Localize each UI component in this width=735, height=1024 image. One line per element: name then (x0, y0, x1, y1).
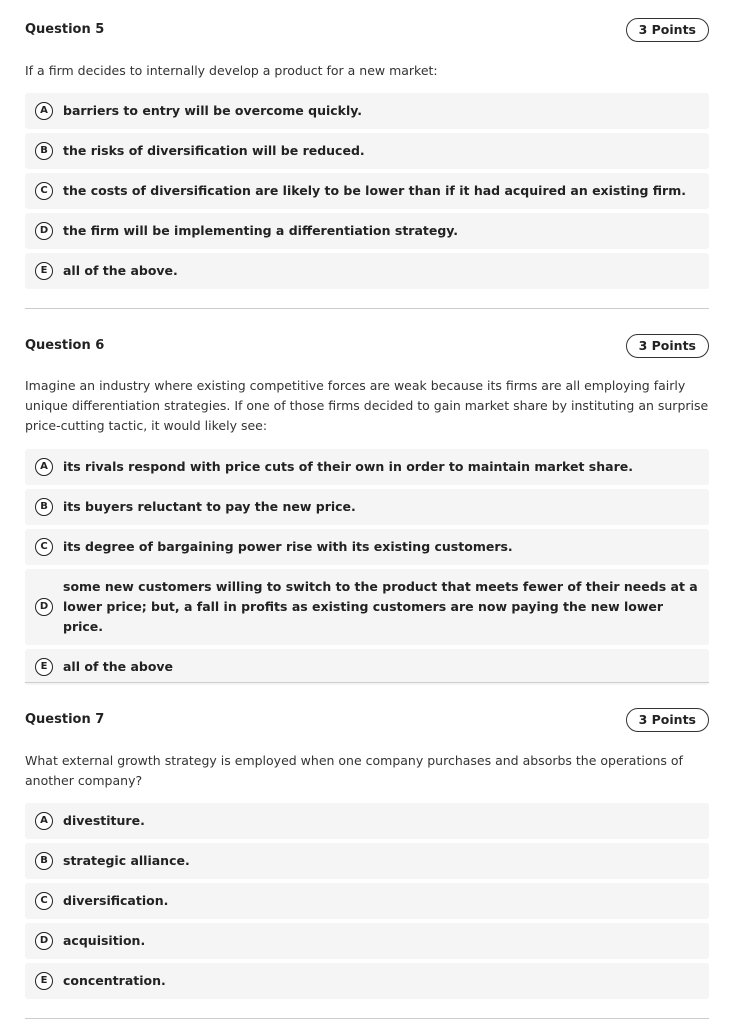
option-b[interactable] (25, 489, 709, 525)
question-title: Question 5 (25, 22, 105, 37)
answer-options (25, 803, 709, 1003)
option-a[interactable] (25, 449, 709, 485)
option-letter-badge: C (35, 182, 53, 200)
answer-options (25, 93, 709, 293)
option-d[interactable] (25, 923, 709, 959)
question-5 (25, 18, 709, 288)
answer-options (25, 449, 709, 689)
section-divider (25, 1018, 709, 1019)
option-b[interactable] (25, 133, 709, 169)
option-letter-badge: D (35, 598, 53, 616)
option-d[interactable] (25, 569, 709, 645)
option-b[interactable] (25, 843, 709, 879)
question-header (25, 334, 709, 358)
question-header (25, 708, 709, 732)
option-letter-badge: B (35, 852, 53, 870)
option-text: diversification. (63, 893, 169, 908)
option-letter-badge: D (35, 222, 53, 240)
points-badge: 3 Points (626, 708, 709, 732)
question-title: Question 7 (25, 712, 105, 727)
option-letter-badge: B (35, 498, 53, 516)
option-letter-badge: A (35, 812, 53, 830)
option-c[interactable] (25, 173, 709, 209)
option-text: the costs of diversification are likely to be lower than if it had acquired an existing firm. (63, 183, 686, 198)
question-title: Question 6 (25, 338, 105, 353)
question-6 (25, 334, 709, 674)
option-text: the risks of diversification will be reduced. (63, 143, 365, 158)
points-badge: 3 Points (626, 18, 709, 42)
option-text: some new customers willing to switch to the product that meets fewer of their needs at a lower price; but, a fall in profits as existing customers are now paying the new lower price. (63, 579, 698, 634)
option-letter-badge: E (35, 972, 53, 990)
option-text: barriers to entry will be overcome quickly. (63, 103, 363, 118)
option-text: all of the above (63, 659, 174, 674)
option-text: divestiture. (63, 813, 145, 828)
question-header (25, 18, 709, 42)
question-text: Imagine an industry where existing competitive forces are weak because its firms are all employing fairly unique differentiation strategies. If one of those firms decided to gain market share by instituting an surprise price-cutting tactic, it would likely see: (25, 378, 709, 433)
option-letter-badge: A (35, 102, 53, 120)
option-a[interactable] (25, 93, 709, 129)
option-a[interactable] (25, 803, 709, 839)
points-badge: 3 Points (626, 334, 709, 358)
option-e[interactable] (25, 963, 709, 999)
question-7 (25, 708, 709, 998)
option-c[interactable] (25, 883, 709, 919)
question-text: If a firm decides to internally develop a product for a new market: (25, 63, 438, 78)
option-letter-badge: D (35, 932, 53, 950)
option-letter-badge: E (35, 658, 53, 676)
option-text: concentration. (63, 973, 166, 988)
option-c[interactable] (25, 529, 709, 565)
section-divider (25, 308, 709, 309)
option-letter-badge: A (35, 458, 53, 476)
section-divider (25, 682, 709, 683)
option-e[interactable] (25, 253, 709, 289)
option-letter-badge: B (35, 142, 53, 160)
option-text: its rivals respond with price cuts of their own in order to maintain market share. (63, 459, 633, 474)
option-text: acquisition. (63, 933, 146, 948)
option-text: the firm will be implementing a differentiation strategy. (63, 223, 459, 238)
option-text: its degree of bargaining power rise with its existing customers. (63, 539, 513, 554)
option-d[interactable] (25, 213, 709, 249)
option-text: all of the above. (63, 263, 178, 278)
option-letter-badge: E (35, 262, 53, 280)
option-text: its buyers reluctant to pay the new price. (63, 499, 356, 514)
option-letter-badge: C (35, 538, 53, 556)
question-text: What external growth strategy is employed when one company purchases and absorbs the operations of another company? (25, 753, 683, 788)
option-text: strategic alliance. (63, 853, 190, 868)
option-letter-badge: C (35, 892, 53, 910)
option-e[interactable] (25, 649, 709, 685)
